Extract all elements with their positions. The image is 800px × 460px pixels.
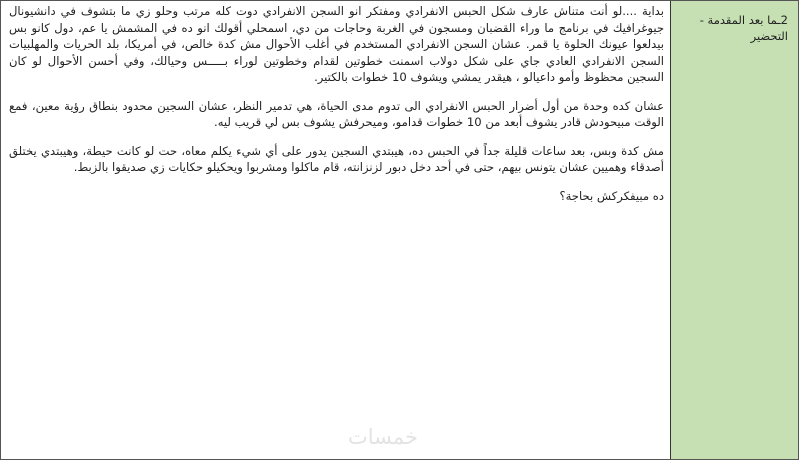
document-body xyxy=(9,3,664,216)
paragraph-1: بداية ....لو أنت متناش عارف شكل الحبس الانفرادي ومفتكر انو السجن الانفرادي دوت كله مرتب وحلو زي ما بتشوف في دانشيونال جيوغرافيك في برنامج ما وراء القضبان ومسجون في الغربة وحاجات من دي، اسمحلي أقولك انو ده في المشمش يا عم، دول كانو بس بيدلعوا عيونك الحلوة يا قمر. عشان السجن الانفرادي المستخدم في أغلب الأحوال مش كدة خالص، في أمريكا، بلد الحريات والمهلبيات السجن الانفرادي العادي جاي على شكل دولاب اسمنت خطوتين لقدام وخطوتين لوراء بـــــس وحيالك، وفي أحسن الأحوال لو كان السجين محظوظ وأمو داعيالو ، هيقدر يمشي ويشوف 10 خطوات بالكتير. xyxy=(9,4,664,84)
section-heading: 2ـما بعد المقدمة - التحضير xyxy=(699,13,788,43)
paragraph-2: عشان كده وحدة من أول أضرار الحبس الانفرادي الى تدوم مدى الحياة، هي تدمير النظر، عشان السجين محدود بنطاق رؤية معين، فمع الوقت مبيحودش قادر يشوف أبعد من 10 خطوات قدامو، وميحرفش يشوف بس لي قريب ليه. xyxy=(9,98,664,129)
paragraph-3: مش كدة وبس، بعد ساعات قليلة جداً في الحبس ده، هيبتدي السجين يدور على أي شيء يكلم معاه، حت لو كانت حيطة، وهيبتدي يختلق أصدقاء وهميين عشان يتونس بيهم، حتى في أحد دخل دبور لزنزانته، قام ماكلوا ومشربوا ويحكيلو حكايات زي صديقوا بالزبط. xyxy=(9,143,664,174)
watermark-logo: خمسات xyxy=(348,425,419,449)
section-sidebar xyxy=(670,1,798,459)
paragraph-4: ده مبيفكركش بحاجة؟ xyxy=(559,188,664,203)
